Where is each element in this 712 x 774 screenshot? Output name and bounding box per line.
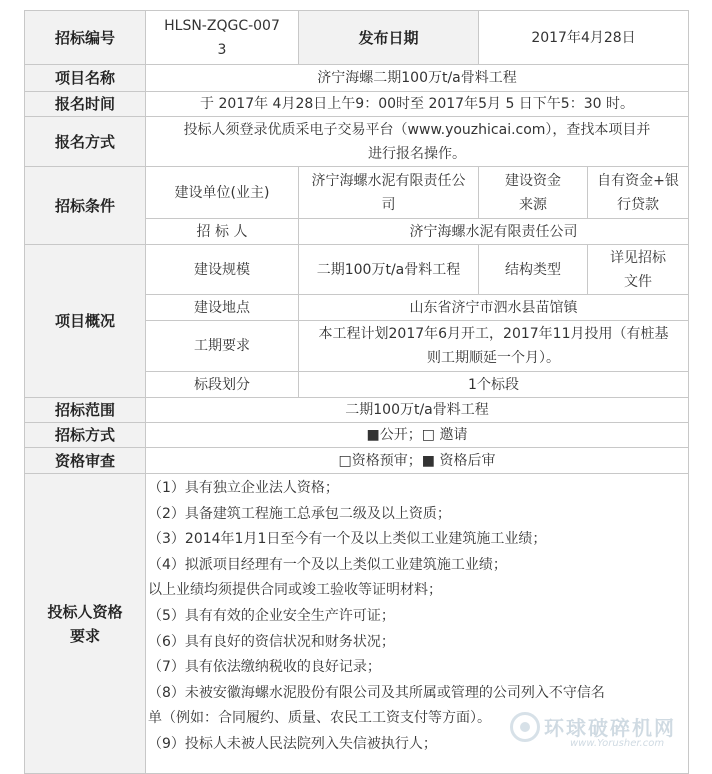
construction-unit-value-line2: 司 [381, 196, 396, 213]
project-name-label: 项目名称 [25, 65, 146, 92]
qualification-item: （3）2014年1月1日至今有一个及以上类似工业建筑施工业绩； [148, 531, 547, 548]
fund-source-value-line1: 自有资金+银 [597, 172, 679, 189]
tenderee-value: 济宁海螺水泥有限责任公司 [299, 219, 689, 245]
qualification-review-value: □资格预审；■ 资格后审 [146, 448, 689, 474]
row-bid-scope [25, 398, 689, 423]
qualification-item: （1）具有独立企业法人资格； [148, 480, 339, 496]
structure-type-value-line1: 详见招标 [610, 249, 666, 266]
bid-number-line2: 3 [217, 41, 227, 58]
row-project-name [25, 65, 689, 92]
qualification-item: （7）具有依法缴纳税收的良好记录； [148, 659, 381, 676]
qualification-item: （4）拟派项目经理有一个及以上类似工业建筑施工业绩； [148, 556, 507, 573]
section-division-label: 标段划分 [146, 372, 299, 398]
construction-unit-label: 建设单位(业主) [146, 167, 299, 219]
registration-method-line1: 投标人须登录优质采电子交易平台（www.youzhicai.com），查找本项目并 [183, 121, 651, 138]
qualification-item: 单（例如：合同履约、质量、农民工工资支付等方面）。 [148, 710, 491, 727]
registration-time-value: 于 2017年 4月28日上午9：00时至 2017年5月 5 日下午5：30 时。 [146, 92, 689, 117]
fund-source-value-line2: 行贷款 [617, 196, 659, 213]
qualification-review-label: 资格审查 [25, 448, 146, 474]
qualification-item: （9）投标人未被人民法院列入失信被执行人； [148, 735, 437, 752]
registration-method-label: 报名方式 [25, 117, 146, 167]
watermark-url: www.Yorusher.com [570, 738, 665, 749]
fund-source-label [479, 167, 588, 219]
bid-method-value: ■公开；□ 邀请 [146, 423, 689, 448]
construction-scale-label: 建设规模 [146, 245, 299, 295]
qualification-item: 以上业绩均须提供合同或竣工验收等证明材料； [148, 582, 442, 599]
bid-scope-value: 二期100万t/a骨料工程 [146, 398, 689, 423]
fund-source-value [588, 167, 689, 219]
fund-source-label-line2: 来源 [519, 196, 547, 213]
registration-method-line2: 进行报名操作。 [368, 145, 466, 162]
construction-location-label: 建设地点 [146, 295, 299, 321]
construction-unit-value-line1: 济宁海螺水泥有限责任公 [311, 172, 466, 189]
construction-period-label: 工期要求 [146, 321, 299, 372]
row-bid-method [25, 423, 689, 448]
construction-unit-value [299, 167, 479, 219]
construction-scale-value: 二期100万t/a骨料工程 [299, 245, 479, 295]
registration-method-value [146, 117, 689, 167]
construction-period-line1: 本工程计划2017年6月开工，2017年11月投用（有桩基 [318, 326, 669, 342]
bid-method-label: 招标方式 [25, 423, 146, 448]
watermark-text: 环球破碎机网 [544, 716, 676, 740]
bidder-qualification-list [146, 474, 689, 774]
bid-number-label: 招标编号 [25, 11, 146, 65]
qualification-item: （2）具备建筑工程施工总承包二级及以上资质； [148, 505, 451, 522]
section-division-value: 1个标段 [299, 372, 689, 398]
bidder-qualification-label [25, 474, 146, 774]
tenderee-label: 招 标 人 [146, 219, 299, 245]
project-name-value: 济宁海螺二期100万t/a骨料工程 [146, 65, 689, 92]
bidder-qualification-label-line2: 要求 [69, 626, 100, 645]
publish-date-label: 发布日期 [299, 11, 479, 65]
qualification-item: （8）未被安徽海螺水泥股份有限公司及其所属或管理的公司列入不守信名 [148, 684, 605, 701]
row-bid-number [25, 11, 689, 65]
row-bidder-qualification [25, 474, 689, 774]
registration-time-label: 报名时间 [25, 92, 146, 117]
construction-period-value [299, 321, 689, 372]
structure-type-value-line2: 文件 [624, 273, 652, 290]
structure-type-value [588, 245, 689, 295]
bid-number-line1: HLSN-ZQGC-007 [164, 17, 280, 34]
bid-scope-label: 招标范围 [25, 398, 146, 423]
row-construction-unit [25, 167, 689, 219]
bid-number-value [146, 11, 299, 65]
structure-type-label: 结构类型 [479, 245, 588, 295]
construction-location-value: 山东省济宁市泗水县苗馆镇 [299, 295, 689, 321]
qualification-item: （6）具有良好的资信状况和财务状况； [148, 633, 395, 650]
construction-period-line2: 则工期顺延一个月）。 [427, 350, 560, 366]
row-construction-scale [25, 245, 689, 295]
bidder-qualification-label-line1: 投标人资格 [47, 602, 123, 621]
row-registration-time [25, 92, 689, 117]
project-overview-label: 项目概况 [25, 245, 146, 398]
qualification-item: （5）具有有效的企业安全生产许可证； [148, 607, 395, 624]
row-registration-method [25, 117, 689, 167]
bid-conditions-label: 招标条件 [25, 167, 146, 245]
fund-source-label-line1: 建设资金 [505, 172, 561, 189]
bid-info-table [24, 10, 689, 774]
bid-announcement [24, 10, 688, 774]
publish-date-value: 2017年4月28日 [479, 11, 689, 65]
row-qualification-review [25, 448, 689, 474]
